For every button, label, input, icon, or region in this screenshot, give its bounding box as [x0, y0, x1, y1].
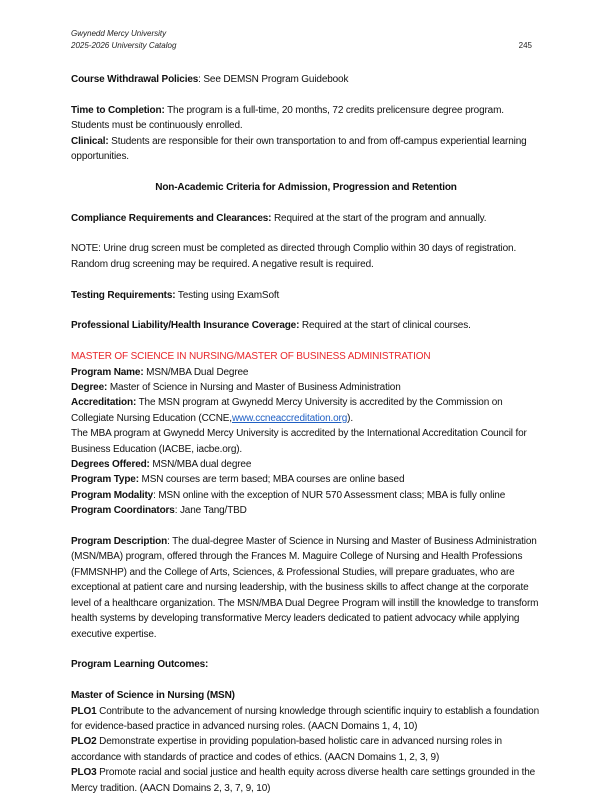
testing-requirements — [71, 288, 541, 303]
compliance-label: Compliance Requirements and Clearances: — [71, 212, 272, 224]
compliance-text: Required at the start of the program and annually. — [271, 212, 487, 224]
outcomes-heading: Program Learning Outcomes: — [71, 659, 209, 671]
description-text: : The dual-degree Master of Science in Nursing and Master of Business Administration (MSN/MBA) program, offered through the Frances M. Maguire College of Nursing and Health Professions (FMMSNHP) and the College of Arts, Sciences, & Professional Studies, will prepare graduates, who are exceptional at patient care and nursing leadership, with the business skills to affect change at the corporate level of a healthcare organization. The MSN/MBA Dual Degree Program will instill the knowledge to transform health systems by developing transformative Mercy leaders dedicated to patient advocacy while applying executive expertise. — [71, 536, 539, 640]
coordinators-label: Program Coordinators — [71, 505, 175, 517]
mba-accreditation: The MBA program at Gwynedd Mercy University is accredited by the International Accreditation Council for Business Education (IACBE, iacbe.org). — [71, 428, 527, 455]
non-academic-heading: Non-Academic Criteria for Admission, Progression and Retention — [155, 181, 457, 193]
liability-coverage — [71, 318, 541, 333]
testing-label: Testing Requirements: — [71, 289, 176, 301]
coordinators-value: : Jane Tang/TBD — [174, 505, 247, 517]
program-description — [71, 534, 541, 642]
description-label: Program Description — [71, 536, 168, 548]
outcome-text: Contribute to the advancement of nursing knowledge through scientific inquiry to establish a foundation for evidence-based practice in advanced nursing roles. (AACN Domains 1, 4, 10) — [71, 705, 539, 732]
header-institution: Gwynedd Mercy University — [71, 29, 167, 38]
modality-value: : MSN online with the exception of NUR 570 Assessment class; MBA is fully online — [153, 489, 506, 501]
page-content — [71, 72, 541, 796]
clinical — [71, 134, 541, 165]
accreditation — [71, 395, 541, 426]
degrees-offered — [71, 457, 541, 472]
program-name-value: MSN/MBA Dual Degree — [143, 366, 249, 378]
degree — [71, 380, 541, 395]
program-name-label: Program Name: — [71, 366, 144, 378]
clinical-text: Students are responsible for their own transportation to and from off-campus experiential learning opportunities. — [71, 135, 527, 163]
program-type — [71, 472, 541, 487]
outcome-text: Demonstrate expertise in providing population-based holistic care in advanced nursing roles in accordance with standards of practice and codes of ethics. (AACN Domains 1, 2, 3, 9) — [71, 736, 502, 763]
withdrawal-policy — [71, 72, 541, 87]
withdrawal-label: Course Withdrawal Policies — [71, 74, 199, 85]
outcome-item — [71, 704, 541, 735]
outcome-code: PLO3 — [71, 767, 97, 779]
degree-value: Master of Science in Nursing and Master of Business Administration — [107, 382, 401, 394]
outcome-item — [71, 734, 541, 765]
program-modality — [71, 488, 541, 503]
outcome-text: Promote racial and social justice and health equity across diverse health care settings grounded in the Mercy tradition. (AACN Domains 2, 3, 7, 9, 10) — [71, 767, 536, 794]
accreditation-end: ). — [347, 412, 353, 424]
testing-text: Testing using ExamSoft — [175, 289, 280, 301]
drug-screen-note: NOTE: Urine drug screen must be completed as directed through Complio within 30 days of registration. Random drug screening may be required. A negative result is required. — [71, 243, 517, 270]
clinical-label: Clinical: — [71, 135, 109, 147]
outcome-code: PLO1 — [71, 705, 97, 717]
time-to-completion — [71, 103, 541, 134]
accreditation-text: The MSN program at Gwynedd Mercy University is accredited by the Commission on Collegiate Nursing Education (CCNE, — [71, 397, 503, 424]
withdrawal-text: : See DEMSN Program Guidebook — [198, 74, 349, 85]
page-header — [71, 28, 531, 52]
accreditation-label: Accreditation: — [71, 397, 137, 409]
modality-label: Program Modality — [71, 489, 154, 501]
outcome-item — [71, 765, 541, 796]
liability-text: Required at the start of clinical courses. — [299, 320, 471, 332]
liability-label: Professional Liability/Health Insurance Coverage: — [71, 320, 300, 332]
page-number: 245 — [518, 41, 532, 50]
program-coordinators — [71, 503, 541, 518]
outcome-code: PLO2 — [71, 736, 97, 748]
type-value: MSN courses are term based; MBA courses are online based — [138, 474, 405, 486]
header-catalog: 2025-2026 University Catalog — [71, 41, 177, 50]
program-name — [71, 365, 541, 380]
offered-label: Degrees Offered: — [71, 459, 150, 471]
completion-text: The program is a full-time, 20 months, 72 credits prelicensure degree program. Students must be continuously enrolled. — [71, 104, 504, 132]
completion-label: Time to Completion: — [71, 104, 165, 116]
offered-value: MSN/MBA dual degree — [149, 459, 252, 471]
compliance-requirements — [71, 211, 541, 226]
degree-label: Degree: — [71, 382, 108, 394]
type-label: Program Type: — [71, 474, 139, 486]
program-heading: MASTER OF SCIENCE IN NURSING/MASTER OF BUSINESS ADMINISTRATION — [71, 351, 431, 363]
msn-heading: Master of Science in Nursing (MSN) — [71, 690, 235, 702]
ccne-link[interactable]: www.ccneaccreditation.org — [231, 412, 348, 424]
